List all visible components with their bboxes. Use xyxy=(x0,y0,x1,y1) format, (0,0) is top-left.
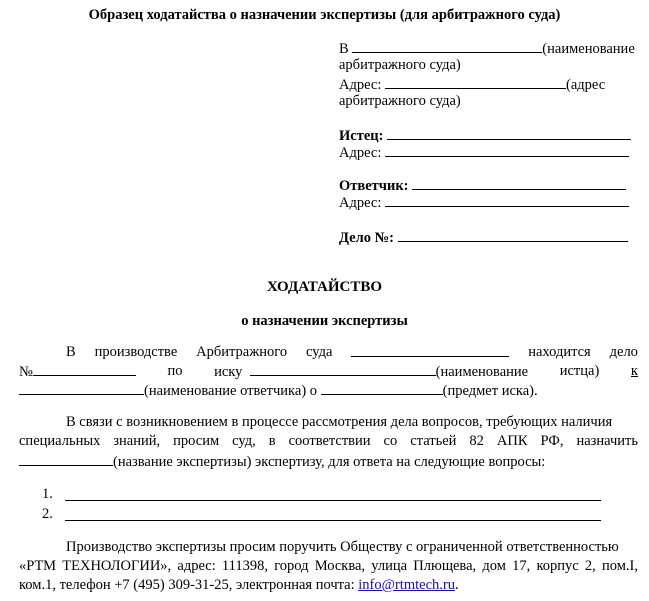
court-hint-cont: арбитражного суда) xyxy=(339,57,461,73)
document-subheading: о назначении экспертизы xyxy=(241,313,408,329)
plaintiff-blank[interactable] xyxy=(387,127,631,140)
defendant-line: Ответчик: xyxy=(339,177,626,195)
defendant-address-blank[interactable] xyxy=(385,194,629,207)
plaintiff-blank-inline[interactable] xyxy=(250,363,436,376)
p2-line1: В связи с возникновением в процессе рассмотрения дела вопросов, требующих наличия xyxy=(66,414,613,430)
case-number-blank[interactable] xyxy=(398,229,628,242)
p1-line1: В производстве Арбитражного суда находится дело xyxy=(66,344,638,360)
court-blank-inline[interactable] xyxy=(351,344,509,357)
p3-line2: «РТМ ТЕХНОЛОГИИ», адрес: 111398, город Москва, улица Плющева, дом 17, корпус 2, пом.I, xyxy=(19,558,638,574)
question-1-blank[interactable] xyxy=(65,488,601,501)
court-address-line: Адрес: (адрес xyxy=(339,77,606,93)
court-line: В (наименование xyxy=(339,41,635,57)
question-item: 2. xyxy=(42,506,53,522)
p1-line2: № по иску (наименование истца) к xyxy=(19,363,638,380)
court-address-blank[interactable] xyxy=(385,76,566,89)
p3-line1: Производство экспертизы просим поручить Обществу с ограниченной ответственностью xyxy=(66,539,619,555)
plaintiff-address-line: Адрес: xyxy=(339,144,629,162)
defendant-blank[interactable] xyxy=(412,177,626,190)
p2-line3: (название экспертизы) экспертизу, для ответа на следующие вопросы: xyxy=(19,453,545,471)
court-name-blank[interactable] xyxy=(352,40,542,53)
document-heading: ХОДАТАЙСТВО xyxy=(266,279,383,295)
p1-line3: (наименование ответчика) о (предмет иска). xyxy=(19,382,538,400)
subject-blank-inline[interactable] xyxy=(321,382,443,395)
court-address-hint-cont: арбитражного суда) xyxy=(339,93,461,109)
defendant-blank-inline[interactable] xyxy=(19,382,144,395)
plaintiff-address-blank[interactable] xyxy=(385,144,629,157)
p3-line3: ком.1, телефон +7 (495) 309-31-25, электронная почта: info@rtmtech.ru. xyxy=(19,577,459,593)
defendant-address-line: Адрес: xyxy=(339,194,629,212)
question-2-blank[interactable] xyxy=(65,508,601,521)
case-blank-inline[interactable] xyxy=(33,363,136,376)
p2-line2: специальных знаний, просим суд, в соответствии со статьей 82 АПК РФ, назначить xyxy=(19,433,638,449)
case-number-line: Дело №: xyxy=(339,229,628,247)
email-link[interactable]: info@rtmtech.ru xyxy=(358,577,455,593)
document-title: Образец ходатайства о назначении экспертизы (для арбитражного суда) xyxy=(88,7,561,23)
question-item: 1. xyxy=(42,486,53,502)
expertise-name-blank[interactable] xyxy=(19,453,113,466)
plaintiff-line: Истец: xyxy=(339,127,631,145)
